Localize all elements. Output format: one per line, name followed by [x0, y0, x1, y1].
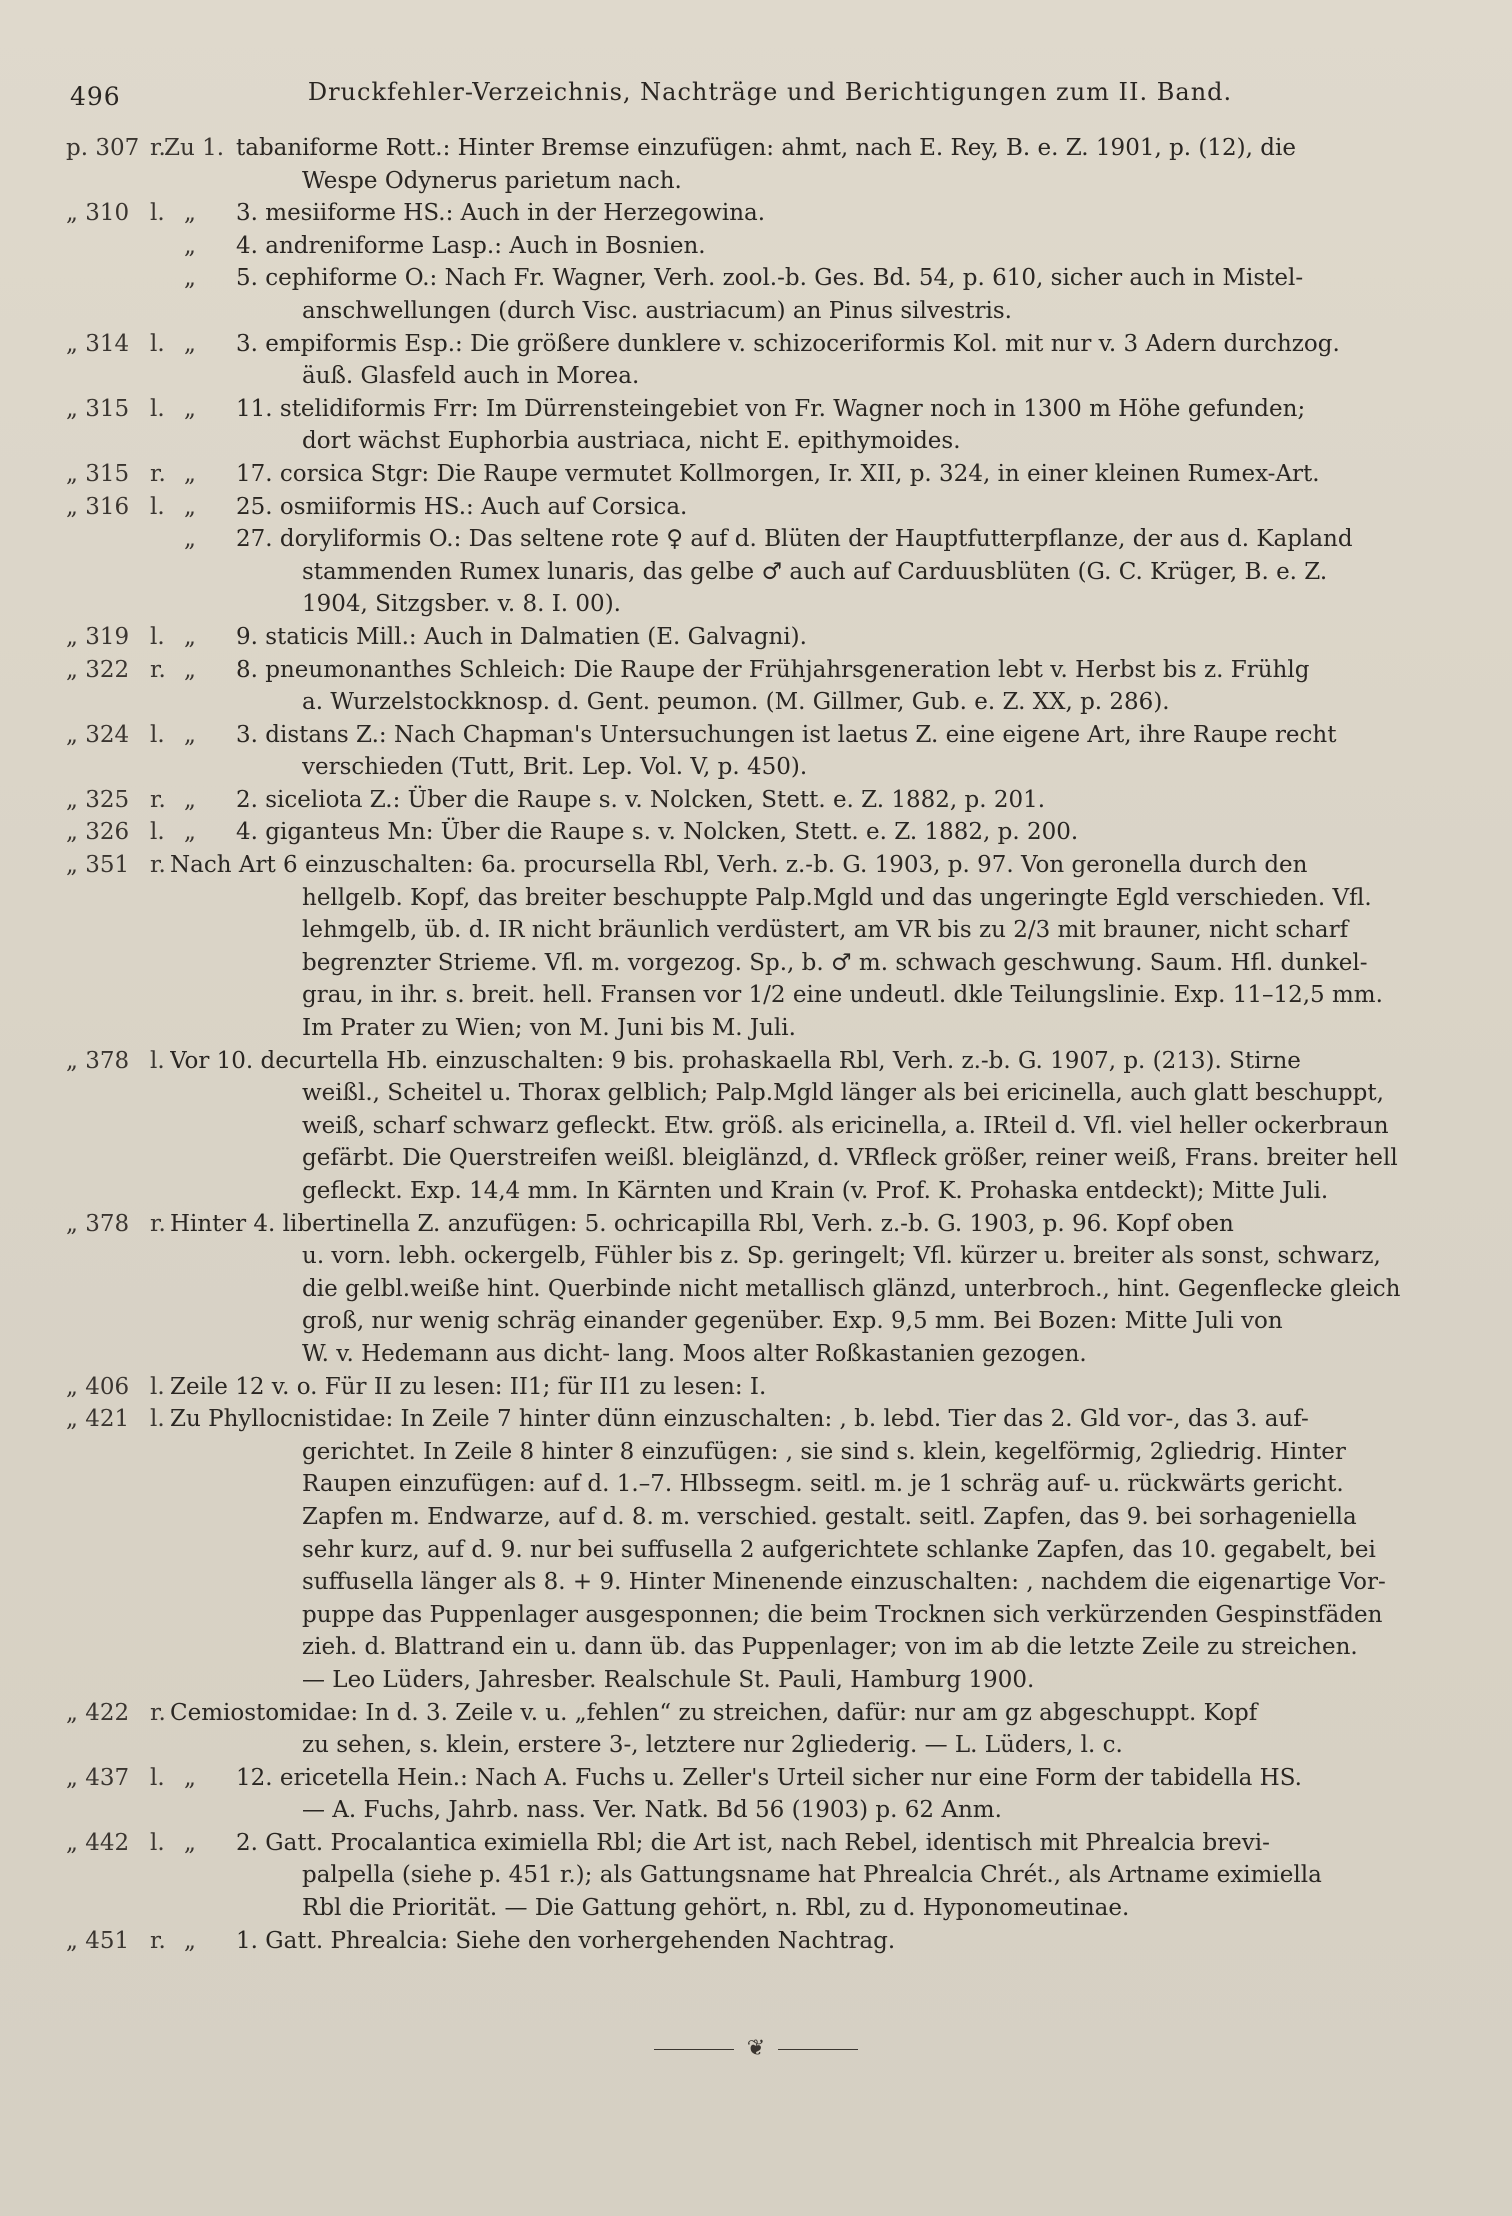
ditto-mark: „ — [184, 1764, 196, 1791]
ditto-mark: „ — [184, 526, 196, 553]
entry-text-line: 2. Gatt. Procalantica eximiella Rbl; die Art ist, nach Rebel, identisch mit Phrealcia brevi- — [236, 1829, 1270, 1856]
errata-list — [66, 132, 1452, 1957]
errata-entry — [66, 262, 1452, 327]
ditto-mark: „ — [184, 1927, 196, 1954]
footer-ornament — [0, 2036, 1512, 2061]
ornament-icon: ❦ — [746, 2036, 766, 2061]
page-reference: „ 326 — [66, 819, 130, 846]
entry-text-line: puppe das Puppenlager ausgesponnen; die beim Trocknen sich verkürzenden Gespinstfäden — [302, 1601, 1383, 1628]
errata-entry — [66, 719, 1452, 784]
ditto-mark: „ — [184, 232, 196, 259]
entry-text-line: anschwellungen (durch Visc. austriacum) an Pinus silvestris. — [302, 297, 1012, 324]
errata-entry — [66, 1371, 1452, 1404]
errata-entry — [66, 1827, 1452, 1925]
ditto-mark: „ — [184, 395, 196, 422]
entry-text-line: 3. distans Z.: Nach Chapman's Untersuchungen ist laetus Z. eine eigene Art, ihre Raupe recht — [236, 721, 1337, 748]
page-reference: „ 319 — [66, 623, 130, 650]
entry-text-line: suffusella länger als 8. + 9. Hinter Minenende einzuschalten: , nachdem die eigenartige Vor- — [302, 1569, 1386, 1596]
entry-text-line: Rbl die Priorität. — Die Gattung gehört, n. Rbl, zu d. Hyponomeutinae. — [302, 1895, 1130, 1922]
ditto-mark: „ — [184, 656, 196, 683]
entry-text-line: Zu Phyllocnistidae: In Zeile 7 hinter dünn einzuschalten: , b. lebd. Tier das 2. Gld vor-, das 3. auf- — [170, 1406, 1309, 1433]
entry-text-line: verschieden (Tutt, Brit. Lep. Vol. V, p. 450). — [302, 754, 808, 781]
page-reference: „ 422 — [66, 1699, 130, 1726]
errata-entry — [66, 491, 1452, 524]
errata-entry — [66, 230, 1452, 263]
column-indicator: l. — [150, 1829, 165, 1856]
page-number: 496 — [70, 82, 121, 111]
column-indicator: r. — [150, 135, 166, 161]
entry-text-line: 1904, Sitzgsber. v. 8. I. 00). — [302, 591, 621, 618]
ditto-mark: „ — [184, 1829, 196, 1856]
page-reference: „ 421 — [66, 1406, 130, 1433]
errata-entry — [66, 1697, 1452, 1762]
ornament-rule-left — [654, 2049, 734, 2050]
ditto-mark: „ — [184, 493, 196, 520]
entry-text-line: 17. corsica Stgr: Die Raupe vermutet Kollmorgen, Ir. XII, p. 324, in einer kleinen Rumex-Art. — [236, 460, 1320, 487]
errata-entry — [66, 816, 1452, 849]
entry-text-line: hellgelb. Kopf, das breiter beschuppte Palp.Mgld und das ungeringte Egld verschieden. Vfl. — [302, 884, 1372, 911]
errata-entry — [66, 393, 1452, 458]
column-indicator: l. — [150, 819, 165, 846]
column-indicator: r. — [150, 786, 166, 813]
ditto-mark: „ — [184, 460, 196, 487]
page-reference: „ 378 — [66, 1210, 130, 1237]
column-indicator: r. — [150, 1927, 166, 1954]
column-indicator: l. — [150, 721, 165, 748]
entry-text-line: groß, nur wenig schräg einander gegenüber. Exp. 9,5 mm. Bei Bozen: Mitte Juli von — [302, 1308, 1283, 1335]
entry-text-line: 5. cephiforme O.: Nach Fr. Wagner, Verh. zool.-b. Ges. Bd. 54, p. 610, sicher auch in Mistel- — [236, 265, 1304, 292]
entry-text-line: weißl., Scheitel u. Thorax gelblich; Palp.Mgld länger als bei ericinella, auch glatt beschuppt, — [302, 1080, 1384, 1107]
errata-entry — [66, 328, 1452, 393]
entry-text-line: 11. stelidiformis Frr: Im Dürrensteingebiet von Fr. Wagner noch in 1300 m Höhe gefunden; — [236, 395, 1306, 422]
entry-text-line: begrenzter Strieme. Vfl. m. vorgezog. Sp., b. ♂ m. schwach geschwung. Saum. Hfl. dunkel- — [302, 949, 1368, 976]
entry-text-line: lehmgelb, üb. d. IR nicht bräunlich verdüstert, am VR bis zu 2/3 mit brauner, nicht scharf — [302, 917, 1349, 944]
page-reference: „ 378 — [66, 1047, 130, 1074]
column-indicator: r. — [150, 1210, 166, 1237]
errata-entry — [66, 197, 1452, 230]
errata-entry — [66, 621, 1452, 654]
errata-entry — [66, 1045, 1452, 1208]
page-reference: „ 316 — [66, 493, 130, 520]
errata-entry — [66, 1208, 1452, 1371]
page-reference: „ 437 — [66, 1764, 130, 1791]
errata-entry — [66, 523, 1452, 621]
column-indicator: l. — [150, 330, 165, 357]
ditto-mark: „ — [184, 819, 196, 846]
entry-text-line: grau, in ihr. s. breit. hell. Fransen vor 1/2 eine undeutl. dkle Teilungslinie. Exp. 11–12,5 mm. — [302, 982, 1383, 1009]
column-indicator: l. — [150, 1047, 165, 1074]
column-indicator: l. — [150, 493, 165, 520]
entry-text-line: 12. ericetella Hein.: Nach A. Fuchs u. Zeller's Urteil sicher nur eine Form der tabidella HS. — [236, 1764, 1302, 1791]
entry-text-line: tabaniforme Rott.: Hinter Bremse einzufügen: ahmt, nach E. Rey, B. e. Z. 1901, p. (12), die — [236, 135, 1296, 161]
entry-text-line: gefärbt. Die Querstreifen weißl. bleiglänzd, d. VRfleck größer, reiner weiß, Frans. breiter hell — [302, 1145, 1398, 1172]
page-reference: „ 324 — [66, 721, 130, 748]
page-reference: „ 315 — [66, 460, 130, 487]
entry-text-line: 27. doryliformis O.: Das seltene rote ♀ auf d. Blüten der Hauptfutterpflanze, der aus d. Kapland — [236, 526, 1353, 553]
entry-text-line: 2. siceliota Z.: Über die Raupe s. v. Nolcken, Stett. e. Z. 1882, p. 201. — [236, 786, 1046, 813]
entry-text-line: sehr kurz, auf d. 9. nur bei suffusella 2 aufgerichtete schlanke Zapfen, das 10. gegabelt, bei — [302, 1536, 1376, 1563]
entry-text-line: 3. empiformis Esp.: Die größere dunklere v. schizoceriformis Kol. mit nur v. 3 Adern durchzog. — [236, 330, 1340, 357]
entry-text-line: 4. giganteus Mn: Über die Raupe s. v. Nolcken, Stett. e. Z. 1882, p. 200. — [236, 819, 1079, 846]
entry-text-line: palpella (siehe p. 451 r.); als Gattungsname hat Phrealcia Chrét., als Artname eximiella — [302, 1862, 1322, 1889]
column-indicator: l. — [150, 395, 165, 422]
column-indicator: l. — [150, 1373, 165, 1400]
page-reference: „ 325 — [66, 786, 130, 813]
entry-text-line: Vor 10. decurtella Hb. einzuschalten: 9 bis. prohaskaella Rbl, Verh. z.-b. G. 1907, p. (213). Stirne — [170, 1047, 1301, 1074]
column-indicator: l. — [150, 200, 165, 227]
page-reference: „ 351 — [66, 852, 130, 879]
entry-text-line: Nach Art 6 einzuschalten: 6a. procursella Rbl, Verh. z.-b. G. 1903, p. 97. Von geronella durch den — [170, 852, 1308, 879]
page-reference: p. 307 — [66, 135, 140, 161]
errata-entry — [66, 132, 1452, 197]
entry-text-line: 3. mesiiforme HS.: Auch in der Herzegowina. — [236, 200, 766, 227]
ditto-mark: „ — [184, 786, 196, 813]
column-indicator: r. — [150, 656, 166, 683]
entry-text-line: Wespe Odynerus parietum nach. — [302, 167, 682, 194]
entry-text-line: Hinter 4. libertinella Z. anzufügen: 5. ochricapilla Rbl, Verh. z.-b. G. 1903, p. 96. Kopf oben — [170, 1210, 1234, 1237]
ditto-mark: „ — [184, 265, 196, 292]
column-indicator: l. — [150, 1764, 165, 1791]
entry-text-line: zu sehen, s. klein, erstere 3-, letztere nur 2gliederig. — L. Lüders, l. c. — [302, 1732, 1123, 1759]
errata-entry — [66, 654, 1452, 719]
column-indicator: r. — [150, 460, 166, 487]
entry-text-line: u. vorn. lebh. ockergelb, Fühler bis z. Sp. geringelt; Vfl. kürzer u. breiter als sonst, schwarz, — [302, 1243, 1381, 1270]
entry-text-line: 25. osmiiformis HS.: Auch auf Corsica. — [236, 493, 688, 520]
entry-text-line: — A. Fuchs, Jahrb. nass. Ver. Natk. Bd 56 (1903) p. 62 Anm. — [302, 1797, 1002, 1824]
entry-text-line: W. v. Hedemann aus dicht- lang. Moos alter Roßkastanien gezogen. — [302, 1340, 1087, 1367]
errata-entry — [66, 1762, 1452, 1827]
ditto-mark: „ — [184, 623, 196, 650]
page-header — [70, 70, 1470, 120]
column-indicator: r. — [150, 852, 166, 879]
entry-text-line: Zeile 12 v. o. Für II zu lesen: II1; für II1 zu lesen: I. — [170, 1373, 767, 1400]
page-reference: „ 314 — [66, 330, 130, 357]
ornament-rule-right — [778, 2049, 858, 2050]
entry-text-line: 1. Gatt. Phrealcia: Siehe den vorhergehenden Nachtrag. — [236, 1927, 896, 1954]
entry-text-line: — Leo Lüders, Jahresber. Realschule St. Pauli, Hamburg 1900. — [302, 1666, 1035, 1693]
page-reference: „ 406 — [66, 1373, 130, 1400]
entry-text-line: Raupen einzufügen: auf d. 1.–7. Hlbssegm. seitl. m. je 1 schräg auf- u. rückwärts gericht. — [302, 1471, 1344, 1498]
page-reference: „ 310 — [66, 200, 130, 227]
ditto-mark: „ — [184, 330, 196, 357]
entry-text-line: 8. pneumonanthes Schleich: Die Raupe der Frühjahrsgeneration lebt v. Herbst bis z. Frühlg — [236, 656, 1310, 683]
page-reference: „ 315 — [66, 395, 130, 422]
entry-text-line: zieh. d. Blattrand ein u. dann üb. das Puppenlager; von im ab die letzte Zeile zu streichen. — [302, 1634, 1358, 1661]
ditto-mark: „ — [184, 200, 196, 227]
column-indicator: r. — [150, 1699, 166, 1726]
errata-entry — [66, 1925, 1452, 1958]
entry-text-line: Zapfen m. Endwarze, auf d. 8. m. verschied. gestalt. seitl. Zapfen, das 9. bei sorhageniella — [302, 1503, 1357, 1530]
entry-text-line: stammenden Rumex lunaris, das gelbe ♂ auch auf Carduusblüten (G. C. Krüger, B. e. Z. — [302, 558, 1328, 585]
ditto-mark: „ — [184, 721, 196, 748]
page-reference: „ 451 — [66, 1927, 130, 1954]
entry-text-line: gefleckt. Exp. 14,4 mm. In Kärnten und Krain (v. Prof. K. Prohaska entdeckt); Mitte Juli. — [302, 1178, 1329, 1204]
column-indicator: l. — [150, 1406, 165, 1433]
entry-text-line: a. Wurzelstockknosp. d. Gent. peumon. (M. Gillmer, Gub. e. Z. XX, p. 286). — [302, 689, 1170, 716]
running-title: Druckfehler-Verzeichnis, Nachträge und Berichtigungen zum II. Band. — [307, 78, 1233, 106]
entry-text-line: äuß. Glasfeld auch in Morea. — [302, 363, 640, 390]
errata-entry — [66, 1403, 1452, 1696]
errata-entry — [66, 784, 1452, 817]
page-reference: „ 442 — [66, 1829, 130, 1856]
errata-entry — [66, 849, 1452, 1045]
column-indicator: l. — [150, 623, 165, 650]
entry-text-line: 9. staticis Mill.: Auch in Dalmatien (E. Galvagni). — [236, 623, 807, 650]
errata-entry — [66, 458, 1452, 491]
entry-text-line: Cemiostomidae: In d. 3. Zeile v. u. „fehlen“ zu streichen, dafür: nur am gz abgeschuppt. Kopf — [170, 1699, 1258, 1726]
entry-text-line: die gelbl.weiße hint. Querbinde nicht metallisch glänzd, unterbroch., hint. Gegenflecke gleich — [302, 1275, 1401, 1302]
page-reference: „ 322 — [66, 656, 130, 683]
entry-text-line: Im Prater zu Wien; von M. Juni bis M. Juli. — [302, 1015, 796, 1042]
entry-text-line: 4. andreniforme Lasp.: Auch in Bosnien. — [236, 232, 706, 259]
entry-text-line: dort wächst Euphorbia austriaca, nicht E. epithymoides. — [302, 428, 961, 455]
ditto-mark: Zu 1. — [164, 135, 225, 161]
entry-text-line: weiß, scharf schwarz gefleckt. Etw. größ. als ericinella, a. IRteil d. Vfl. viel heller ockerbraun — [302, 1112, 1389, 1139]
entry-text-line: gerichtet. In Zeile 8 hinter 8 einzufügen: , sie sind s. klein, kegelförmig, 2gliedrig. Hinter — [302, 1438, 1346, 1465]
